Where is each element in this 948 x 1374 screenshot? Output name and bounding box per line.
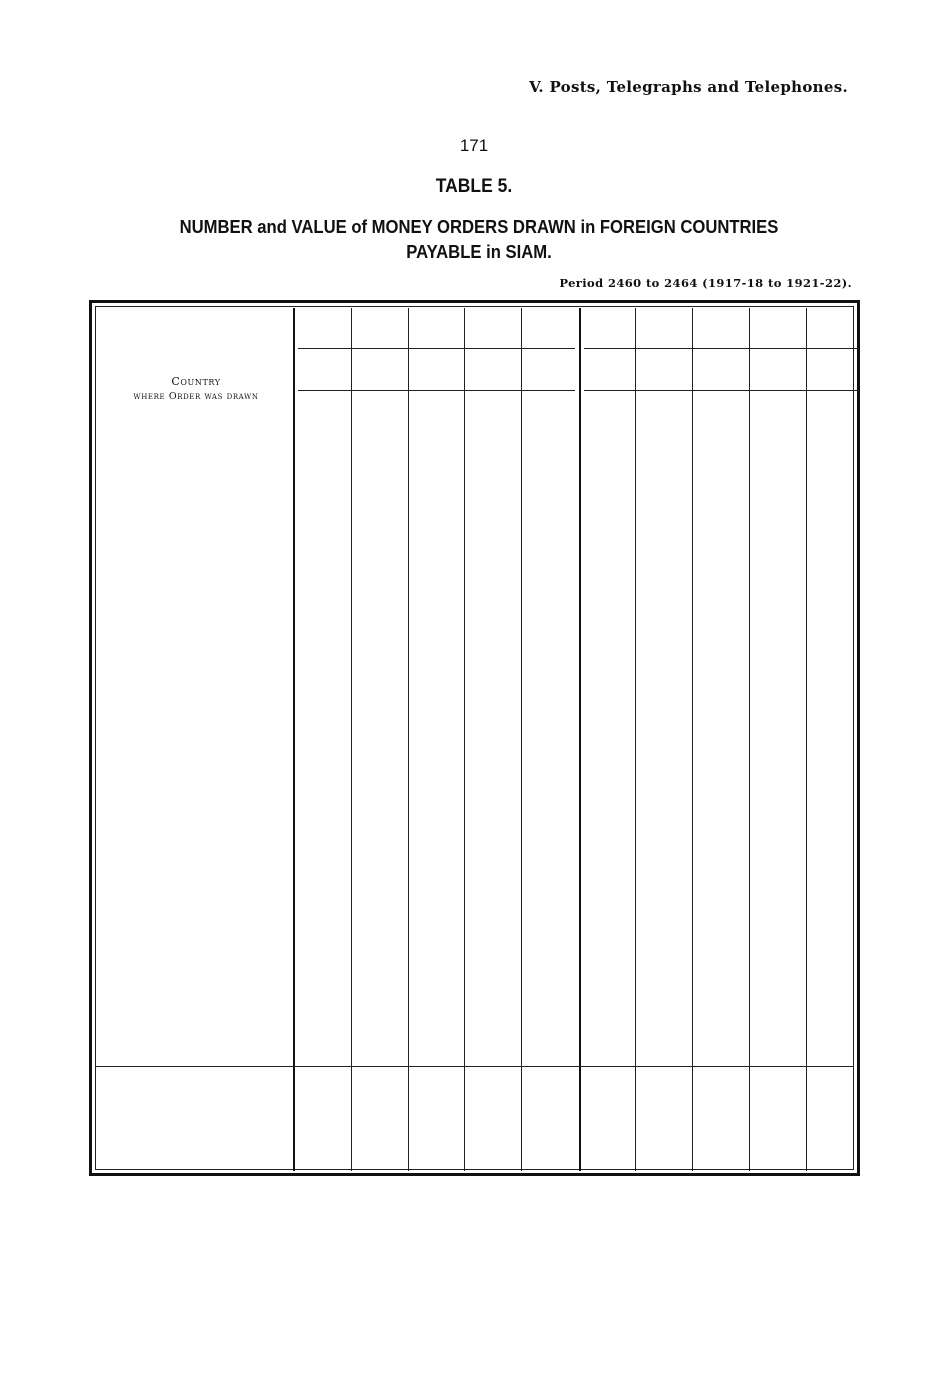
total-rule — [96, 1066, 854, 1067]
running-head: V. Posts, Telegraphs and Telephones. — [529, 78, 848, 96]
column-rule — [408, 308, 409, 1171]
country-header-line2: where Order was drawn — [133, 391, 259, 402]
table-title-line1: NUMBER and VALUE of MONEY ORDERS DRAWN in FOREIGN COUNTRIES — [179, 216, 779, 237]
column-rule — [749, 308, 750, 1171]
column-rule — [579, 308, 581, 1171]
table-frame-inner — [95, 306, 854, 1170]
table-title — [48, 214, 910, 264]
year-header-rule — [298, 390, 575, 391]
table-title-line2: PAYABLE in SIAM. — [406, 241, 552, 262]
group-header-rule — [584, 348, 857, 349]
table-label: TABLE 5. — [435, 176, 513, 197]
country-column-header — [100, 374, 292, 404]
column-rule — [692, 308, 693, 1171]
period-note: Period 2460 to 2464 (1917-18 to 1921-22). — [559, 276, 852, 290]
column-rule — [806, 308, 807, 1171]
column-rule — [521, 308, 522, 1171]
column-rule — [635, 308, 636, 1171]
column-rule — [351, 308, 352, 1171]
year-header-rule — [584, 390, 857, 391]
group-header-rule — [298, 348, 575, 349]
column-rule — [293, 308, 295, 1171]
page-number: 171 — [459, 136, 489, 155]
column-rule — [464, 308, 465, 1171]
country-header-line1: Country — [171, 375, 221, 388]
